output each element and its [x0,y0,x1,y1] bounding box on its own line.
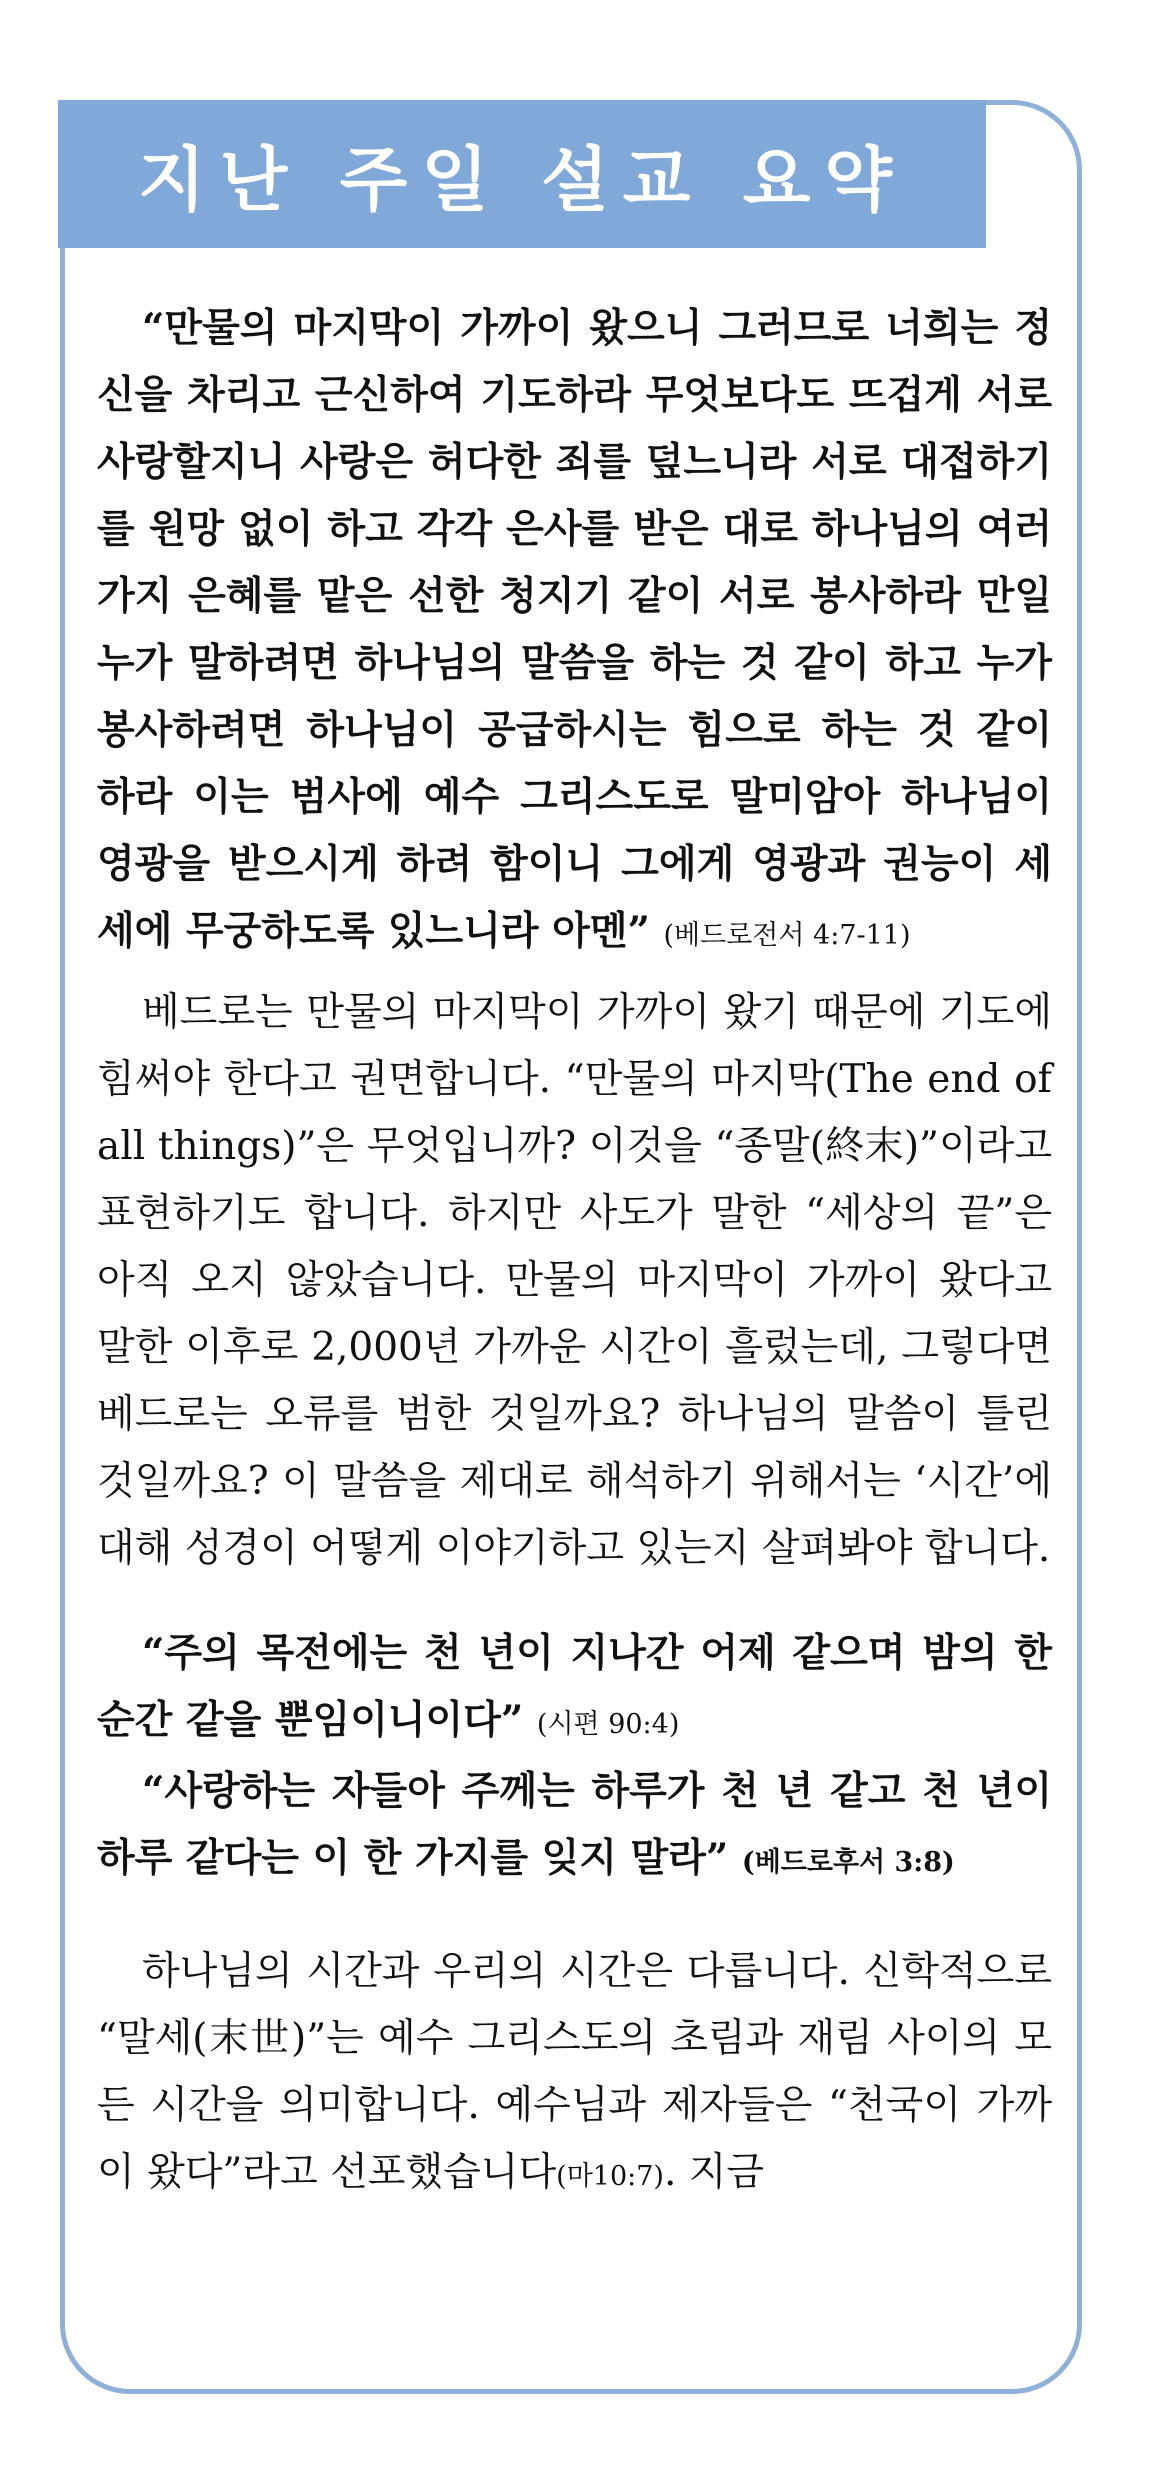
paragraph-1: 베드로는 만물의 마지막이 가까이 왔기 때문에 기도에 힘써야 한다고 권면합니다. “만물의 마지막(The end of all things)”은 무엇입니까? 이것을 “종말(終末)”이라고 표현하기도 합니다. 하지만 사도가 말한 “세상의 끝”은 아직 오지 않았습니다. 만물의 마지막이 가까이 왔다고 말한 이후로 2,000년 가까운 시간이 흘렀는데, 그렇다면 베드로는 오류를 범한 것일까요? 하나님의 말씀이 틀린 것일까요? 이 말씀을 제대로 해석하기 위해서는 ‘시간’에 대해 성경이 어떻게 이야기하고 있는지 살펴봐야 합니다. [97,990,1052,1571]
quote-2-reference: (시편 90:4) [536,1709,680,1740]
scripture-quote-3 [97,1758,1052,1896]
scripture-quote-1 [97,295,1052,969]
quote-1-reference: (베드로전서 4:7-11) [663,920,911,951]
quote-3-text: “사랑하는 자들아 주께는 하루가 천 년 같고 천 년이 하루 같다는 이 한 가지를 잊지 말라” [97,1768,1052,1881]
page-title: 지난 주일 설교 요약 [137,138,907,221]
quote-2-text: “주의 목전에는 천 년이 지나간 어제 같으며 밤의 한 순간 같을 뿐임이니이다” [97,1630,1052,1743]
paragraph-2-tail: . 지금 [663,2150,765,2195]
sermon-content [97,295,1052,2210]
header-banner [58,100,986,248]
scripture-quote-2 [97,1620,1052,1758]
quote-3-reference: (베드로후서 3:8) [741,1847,955,1878]
paragraph-2-main: 하나님의 시간과 우리의 시간은 다릅니다. 신학적으로 “말세(末世)”는 예수 그리스도의 초림과 재림 사이의 모든 시간을 의미합니다. 예수님과 제자들은 “천국이 가까이 왔다”라고 선포했습니다 [97,1949,1052,2195]
paragraph-2 [97,1938,1052,2210]
paragraph-2-reference: (마10:7) [556,2161,664,2192]
quote-1-text: “만물의 마지막이 가까이 왔으니 그러므로 너희는 정신을 차리고 근신하여 기도하라 무엇보다도 뜨겁게 서로 사랑할지니 사랑은 허다한 죄를 덮느니라 서로 대접하기를 원망 없이 하고 각각 은사를 받은 대로 하나님의 여러 가지 은혜를 맡은 선한 청지기 같이 서로 봉사하라 만일 누가 말하려면 하나님의 말씀을 하는 것 같이 하고 누가 봉사하려면 하나님이 공급하시는 힘으로 하는 것 같이 하라 이는 범사에 예수 그리스도로 말미암아 하나님이 영광을 받으시게 하려 함이니 그에게 영광과 권능이 세세에 무궁하도록 있느니라 아멘” [97,305,1052,954]
